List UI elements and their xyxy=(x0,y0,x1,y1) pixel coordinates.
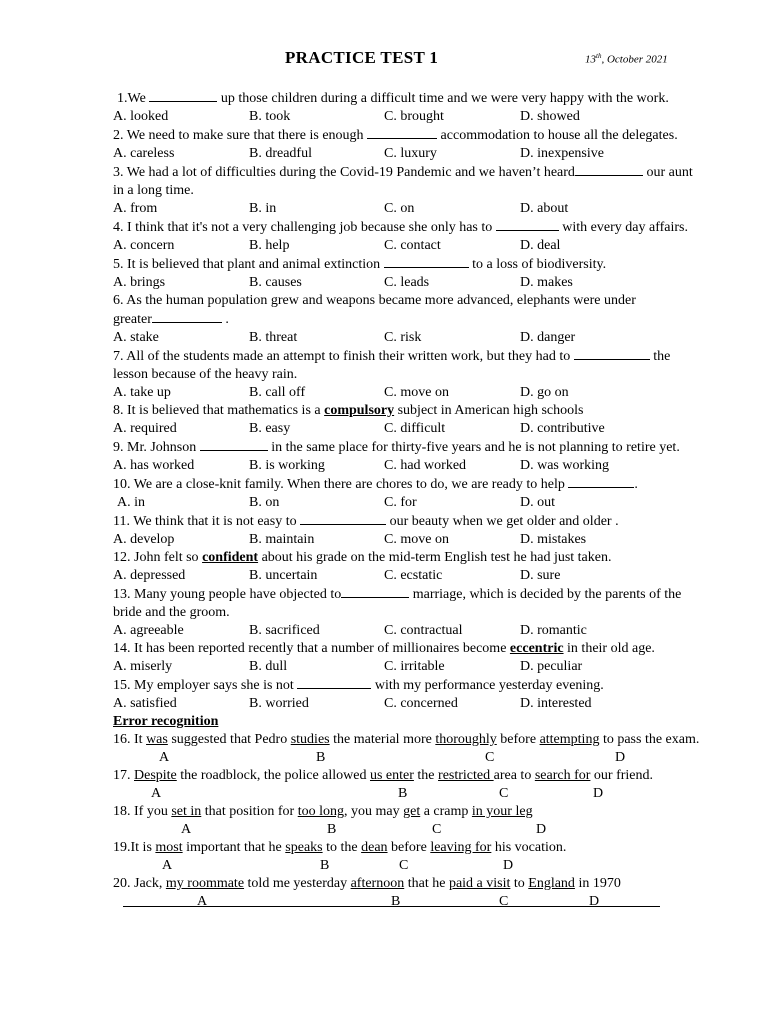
q16-part-c: thoroughly xyxy=(435,732,497,747)
q6-text-cont xyxy=(113,310,753,329)
q11-options xyxy=(113,531,753,549)
letter-a: A xyxy=(162,858,173,873)
option-b: B. help xyxy=(249,238,290,253)
q17-part-a: Despite xyxy=(134,768,177,783)
option-b: B. sacrificed xyxy=(249,623,320,638)
option-a: A. from xyxy=(113,201,158,216)
q15-blank xyxy=(297,676,371,689)
letter-d: D xyxy=(615,750,626,765)
date-day: 13 xyxy=(585,53,596,66)
option-d: D. was working xyxy=(520,458,610,473)
q3-blank xyxy=(575,163,643,176)
question-3 xyxy=(113,163,753,182)
q18-part-a: set in xyxy=(171,804,202,819)
q6-options xyxy=(113,329,753,347)
q16-text: the material more xyxy=(329,732,436,747)
q20-part-b: afternoon xyxy=(350,876,405,891)
q17-text: the roadblock, the police allowed xyxy=(176,768,370,783)
option-d: D. interested xyxy=(520,696,592,711)
option-a: A. required xyxy=(113,421,177,436)
q6-text-end: . xyxy=(221,312,229,327)
q6-text-b: greater xyxy=(113,312,152,327)
option-d: D. about xyxy=(520,201,569,216)
q20-text: 20. Jack, xyxy=(113,876,166,891)
q13-options xyxy=(113,622,753,640)
option-d: D. go on xyxy=(520,385,569,400)
q7-options xyxy=(113,384,753,402)
question-1 xyxy=(113,89,753,108)
q6-blank xyxy=(152,310,222,323)
question-17 xyxy=(113,767,753,785)
q19-part-b: speaks xyxy=(285,840,323,855)
q18-part-c: get xyxy=(403,804,421,819)
q8-options xyxy=(113,420,753,438)
option-a: A. looked xyxy=(113,109,169,124)
question-9 xyxy=(113,438,753,457)
q14-keyword: eccentric xyxy=(509,641,564,656)
q7-text: 7. All of the students made an attempt to finish their written work, but they had to xyxy=(113,349,574,364)
q3-text-end: our aunt xyxy=(642,165,693,180)
q7-text-end: the xyxy=(649,349,671,364)
q3-text-cont: in a long time. xyxy=(113,183,194,198)
question-12 xyxy=(113,549,753,567)
letter-b: B xyxy=(320,858,330,873)
q16-part-d: attempting xyxy=(539,732,600,747)
q2-options xyxy=(113,145,753,163)
q18-part-d: in your leg xyxy=(471,804,533,819)
q8-text-end: subject in American high schools xyxy=(394,403,584,418)
q4-options xyxy=(113,237,753,255)
q12-keyword: confident xyxy=(202,550,259,565)
q18-letters xyxy=(113,821,753,839)
q13-text: 13. Many young people have objected to xyxy=(113,587,342,602)
q20-letters xyxy=(113,893,753,911)
option-b: B. in xyxy=(249,201,277,216)
letter-d: D xyxy=(593,786,604,801)
q1-options xyxy=(113,108,753,126)
q1-text: 1.We xyxy=(117,91,150,106)
q19-text: his vocation. xyxy=(491,840,567,855)
question-8 xyxy=(113,402,753,420)
question-20 xyxy=(113,875,753,893)
option-c: C. risk xyxy=(384,330,422,345)
q10-text: 10. We are a close-knit family. When there are chores to do, we are ready to help xyxy=(113,477,569,492)
q16-part-b: studies xyxy=(290,732,330,747)
option-b: B. on xyxy=(249,495,280,510)
q19-text: before xyxy=(387,840,431,855)
option-c: C. leads xyxy=(384,275,430,290)
question-7 xyxy=(113,347,753,366)
q17-text: our friend. xyxy=(590,768,653,783)
option-a: A. in xyxy=(117,495,145,510)
option-b: B. call off xyxy=(249,385,306,400)
option-d: D. danger xyxy=(520,330,576,345)
q16-part-a: was xyxy=(146,732,168,747)
q4-blank xyxy=(496,218,559,231)
q13-blank xyxy=(341,585,409,598)
question-6: 6. As the human population grew and weapons became more advanced, elephants were under xyxy=(113,293,636,308)
q20-text: to xyxy=(510,876,529,891)
question-10 xyxy=(113,475,753,494)
option-d: D. deal xyxy=(520,238,561,253)
option-a: A. take up xyxy=(113,385,171,400)
option-b: B. dreadful xyxy=(249,146,312,161)
q17-part-d: search for xyxy=(534,768,591,783)
q10-blank xyxy=(568,475,634,488)
q9-text-end: in the same place for thirty-five years and he is not planning to retire yet. xyxy=(267,440,680,455)
option-c: C. had worked xyxy=(384,458,467,473)
q16-text: before xyxy=(496,732,540,747)
q15-text-end: with my performance yesterday evening. xyxy=(371,678,604,693)
q20-part-a: my roommate xyxy=(165,876,245,891)
q4-text: 4. I think that it's not a very challenging job because she only has to xyxy=(113,220,496,235)
bottom-divider xyxy=(123,906,660,907)
q16-text: 16. It xyxy=(113,732,147,747)
option-c: C. difficult xyxy=(384,421,446,436)
date-rest: , October 2021 xyxy=(601,53,668,66)
option-b: B. dull xyxy=(249,659,288,674)
q19-text: 19.It is xyxy=(113,840,156,855)
option-a: A. has worked xyxy=(113,458,195,473)
q20-text: that he xyxy=(404,876,449,891)
page-title: PRACTICE TEST 1 xyxy=(285,48,439,67)
option-c: C. luxury xyxy=(384,146,437,161)
q16-text: suggested that Pedro xyxy=(167,732,291,747)
letter-a: A xyxy=(181,822,192,837)
q12-text-end: about his grade on the mid-term English test he had just taken. xyxy=(258,550,612,565)
q20-part-d: England xyxy=(528,876,575,891)
q8-keyword: compulsory xyxy=(324,403,395,418)
q9-options xyxy=(113,457,753,475)
q15-text: 15. My employer says she is not xyxy=(113,678,298,693)
question-16 xyxy=(113,731,753,749)
letter-c: C xyxy=(432,822,442,837)
q12-text: 12. John felt so xyxy=(113,550,203,565)
q12-options xyxy=(113,567,753,585)
option-c: C. concerned xyxy=(384,696,458,711)
option-c: C. ecstatic xyxy=(384,568,443,583)
q2-text: 2. We need to make sure that there is enough xyxy=(113,128,368,143)
q13-text-cont: bride and the groom. xyxy=(113,605,230,620)
option-a: A. satisfied xyxy=(113,696,177,711)
option-a: A. agreeable xyxy=(113,623,184,638)
question-11 xyxy=(113,512,753,531)
option-a: A. stake xyxy=(113,330,159,345)
q19-part-c: dean xyxy=(361,840,388,855)
q18-text: a cramp xyxy=(420,804,472,819)
option-a: A. concern xyxy=(113,238,175,253)
question-list xyxy=(113,89,753,911)
letter-d: D xyxy=(503,858,514,873)
q19-text: important that he xyxy=(182,840,286,855)
option-b: B. threat xyxy=(249,330,298,345)
letter-b: B xyxy=(316,750,326,765)
question-15 xyxy=(113,676,753,695)
letter-b: B xyxy=(391,894,401,909)
q7-text-cont: lesson because of the heavy rain. xyxy=(113,367,298,382)
q5-options xyxy=(113,274,753,292)
letter-c: C xyxy=(485,750,495,765)
q17-letters xyxy=(113,785,753,803)
section-heading-error-recognition: Error recognition xyxy=(113,714,219,729)
letter-c: C xyxy=(499,894,509,909)
q17-text: the xyxy=(413,768,439,783)
option-d: D. romantic xyxy=(520,623,587,638)
q16-letters xyxy=(113,749,753,767)
option-b: B. is working xyxy=(249,458,325,473)
q5-blank xyxy=(384,255,469,268)
q2-blank xyxy=(367,126,437,139)
letter-c: C xyxy=(499,786,509,801)
option-c: C. on xyxy=(384,201,415,216)
option-d: D. out xyxy=(520,495,555,510)
q19-text: to the xyxy=(322,840,362,855)
q8-text: 8. It is believed that mathematics is a xyxy=(113,403,325,418)
q5-text-end: to a loss of biodiversity. xyxy=(468,257,607,272)
option-c: C. brought xyxy=(384,109,444,124)
option-b: B. uncertain xyxy=(249,568,318,583)
q9-text: 9. Mr. Johnson xyxy=(113,440,200,455)
option-c: C. irritable xyxy=(384,659,445,674)
option-a: A. depressed xyxy=(113,568,186,583)
option-c: C. for xyxy=(384,495,417,510)
q20-text: told me yesterday xyxy=(244,876,351,891)
option-b: B. took xyxy=(249,109,291,124)
option-a: A. brings xyxy=(113,275,166,290)
q20-text: in 1970 xyxy=(574,876,621,891)
q14-text: 14. It has been reported recently that a number of millionaires become xyxy=(113,641,510,656)
test-date xyxy=(585,52,668,66)
letter-b: B xyxy=(398,786,408,801)
q16-text: to pass the exam. xyxy=(599,732,700,747)
question-19 xyxy=(113,839,753,857)
option-a: A. careless xyxy=(113,146,175,161)
q20-part-c: paid a visit xyxy=(448,876,511,891)
q18-text: that position for xyxy=(201,804,298,819)
question-18 xyxy=(113,803,753,821)
letter-a: A xyxy=(159,750,170,765)
letter-d: D xyxy=(536,822,547,837)
q15-options xyxy=(113,695,753,713)
letter-a: A xyxy=(197,894,208,909)
q19-part-d: leaving for xyxy=(430,840,492,855)
question-5 xyxy=(113,255,753,274)
option-a: A. develop xyxy=(113,532,175,547)
q3-options xyxy=(113,200,753,218)
q18-text: 18. If you xyxy=(113,804,172,819)
q17-text: 17. xyxy=(113,768,134,783)
option-b: B. maintain xyxy=(249,532,315,547)
q10-text-end: . xyxy=(634,477,638,492)
q1-text-end: up those children during a difficult time and we were very happy with the work. xyxy=(217,91,669,106)
q19-letters xyxy=(113,857,753,875)
q17-part-c: restricted xyxy=(438,768,494,783)
q4-text-end: with every day affairs. xyxy=(558,220,688,235)
letter-a: A xyxy=(151,786,162,801)
question-2 xyxy=(113,126,753,145)
q5-text: 5. It is believed that plant and animal extinction xyxy=(113,257,384,272)
q10-options xyxy=(113,494,753,512)
q17-text: area to xyxy=(493,768,535,783)
q9-blank xyxy=(200,438,268,451)
option-d: D. makes xyxy=(520,275,573,290)
q7-blank xyxy=(574,347,650,360)
q13-text-end: marriage, which is decided by the parents of the xyxy=(409,587,682,602)
q19-part-a: most xyxy=(155,840,183,855)
option-d: D. showed xyxy=(520,109,580,124)
letter-d: D xyxy=(589,894,600,909)
option-c: C. contractual xyxy=(384,623,463,638)
option-c: C. contact xyxy=(384,238,441,253)
q11-blank xyxy=(300,512,386,525)
option-b: B. easy xyxy=(249,421,291,436)
q18-text: , you may xyxy=(344,804,404,819)
option-d: D. peculiar xyxy=(520,659,583,674)
question-13 xyxy=(113,585,753,604)
letter-c: C xyxy=(399,858,409,873)
option-a: A. miserly xyxy=(113,659,173,674)
option-c: C. move on xyxy=(384,532,449,547)
option-d: D. mistakes xyxy=(520,532,587,547)
q1-blank xyxy=(149,89,217,102)
q14-options xyxy=(113,658,753,676)
q2-text-end: accommodation to house all the delegates. xyxy=(437,128,678,143)
q17-part-b: us enter xyxy=(369,768,414,783)
option-b: B. causes xyxy=(249,275,302,290)
date-suffix: th xyxy=(596,52,602,60)
q14-text-end: in their old age. xyxy=(563,641,655,656)
q11-text-end: our beauty when we get older and older . xyxy=(386,514,619,529)
option-d: D. contributive xyxy=(520,421,605,436)
option-c: C. move on xyxy=(384,385,449,400)
option-d: D. inexpensive xyxy=(520,146,604,161)
letter-b: B xyxy=(327,822,337,837)
q18-part-b: too long xyxy=(297,804,344,819)
q3-text: 3. We had a lot of difficulties during the Covid-19 Pandemic and we haven’t heard xyxy=(113,165,575,180)
option-d: D. sure xyxy=(520,568,561,583)
question-4 xyxy=(113,218,753,237)
question-14 xyxy=(113,640,753,658)
q11-text: 11. We think that it is not easy to xyxy=(113,514,301,529)
option-b: B. worried xyxy=(249,696,309,711)
